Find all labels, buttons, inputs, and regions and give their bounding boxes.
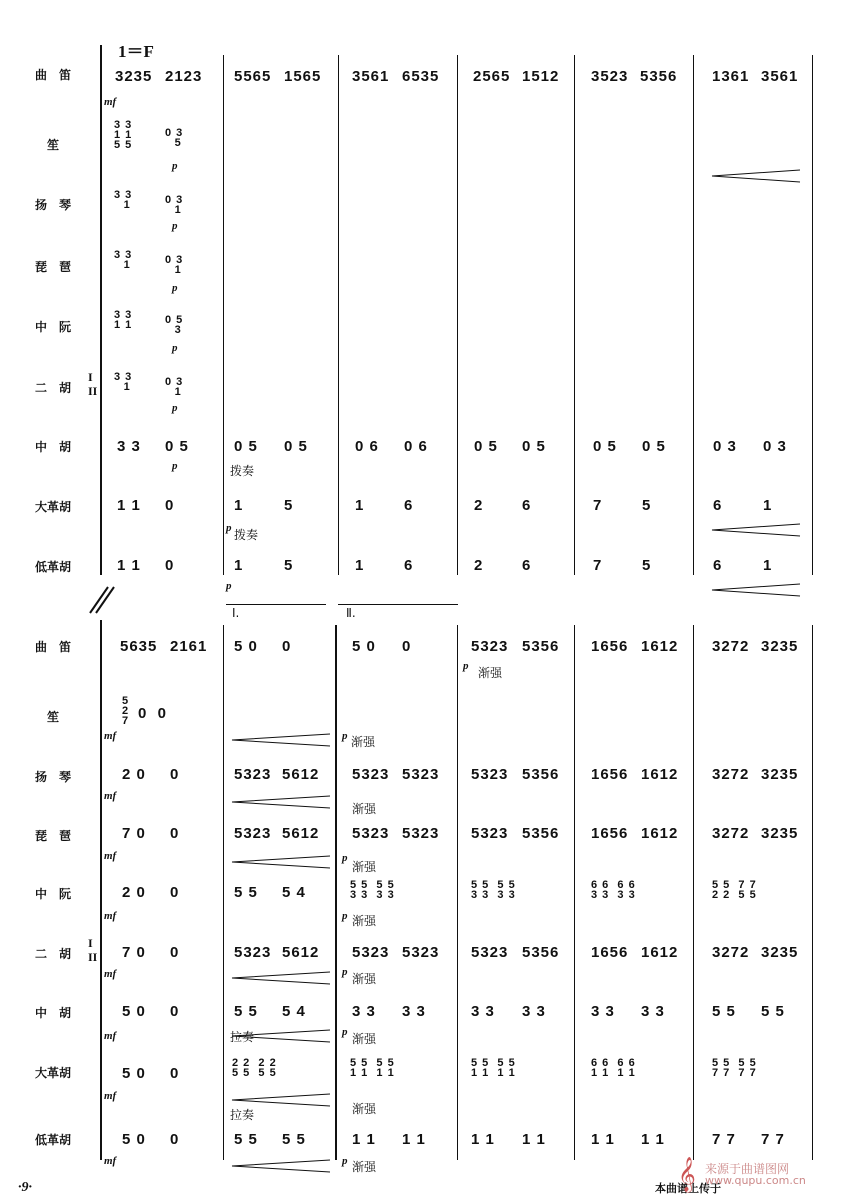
note-group: 3 3 [641, 1003, 665, 1020]
note-group: 1 1 [117, 497, 141, 514]
note-group: 5323 [402, 766, 440, 783]
note-group: 2 [474, 497, 484, 514]
dynamic-mark: mf [104, 96, 117, 108]
note-group: 5 5 [234, 1003, 258, 1020]
note-group: 5 5 [761, 1003, 785, 1020]
part-roman-2: II [88, 384, 98, 398]
note-group: 5323 [402, 944, 440, 961]
note-group: 6 [404, 497, 414, 514]
chord-stack: 5 5 5 5 1 1 1 1 [471, 1057, 516, 1079]
note-group: 1612 [641, 638, 679, 655]
note-group: 7 0 [122, 944, 146, 961]
instrument-label: 琵 琶 [34, 260, 71, 274]
note-group: 5323 [352, 825, 390, 842]
note-group: 0 [170, 884, 180, 901]
dynamic-mark: p [226, 580, 232, 592]
instrument-label: 笙 [46, 710, 59, 724]
note-group: 0 5 [165, 438, 189, 455]
arco-mark: 拉奏 [230, 1108, 255, 1122]
instrument-label: 笙 [46, 138, 59, 152]
note-group: 5 5 [234, 1131, 258, 1148]
arco-mark: 拉奏 [230, 1030, 255, 1044]
note-group: 5 0 [352, 638, 376, 655]
dynamic-mark: p [172, 342, 178, 354]
chord-stack: 5 5 7 7 2 2 5 5 [712, 879, 757, 901]
instrument-label: 大革胡 [34, 500, 71, 514]
note-group: 3 3 [402, 1003, 426, 1020]
instrument-label: 二 胡 [34, 947, 71, 961]
chord-stack: 3 3 1 [114, 371, 133, 393]
note-group: 7 7 [761, 1131, 785, 1148]
chord-stack: 6 6 6 6 3 3 3 3 [591, 879, 636, 901]
instrument-label: 扬 琴 [34, 770, 71, 784]
note-group: 0 5 [593, 438, 617, 455]
note-group: 5 5 [234, 884, 258, 901]
note-group: 0 5 [284, 438, 308, 455]
note-group: 5565 [234, 68, 272, 85]
note-group: 3 3 [522, 1003, 546, 1020]
note-group: 6 [522, 497, 532, 514]
chord-stack: 3 3 1 [114, 249, 133, 271]
note-group: 0 [402, 638, 412, 655]
note-group: 5635 [120, 638, 158, 655]
dynamic-mark: mf [104, 1155, 117, 1167]
note-group: 3235 [761, 944, 799, 961]
note-group: 5323 [471, 766, 509, 783]
note-group: 5356 [640, 68, 678, 85]
note-group: 0 [170, 1065, 180, 1082]
note-group: 1656 [591, 638, 629, 655]
note-group: 7 0 [122, 825, 146, 842]
note-group: 3272 [712, 766, 750, 783]
crescendo-mark: 渐强 [351, 735, 376, 749]
note-group: 0 3 [713, 438, 737, 455]
note-group: 2 [474, 557, 484, 574]
note-group: 1612 [641, 825, 679, 842]
dynamic-mark: p [342, 1155, 348, 1167]
instrument-label: 二 胡 [34, 381, 71, 395]
instrument-label: 大革胡 [34, 1066, 71, 1080]
chord-stack: 5 2 7 [122, 695, 130, 727]
note-group: 1 1 [352, 1131, 376, 1148]
crescendo-mark: 渐强 [352, 914, 377, 928]
note-group: 5612 [282, 766, 320, 783]
note-group: 1 [234, 497, 244, 514]
note-group: 0 0 [138, 705, 168, 722]
crescendo-mark: 渐强 [352, 972, 377, 986]
note-group: 1 1 [471, 1131, 495, 1148]
note-group: 5 0 [122, 1003, 146, 1020]
note-group: 3523 [591, 68, 629, 85]
instrument-label: 中 胡 [34, 440, 71, 454]
note-group: 5323 [402, 825, 440, 842]
chord-stack: 0 3 1 [165, 194, 184, 216]
note-group: 5323 [234, 766, 272, 783]
note-group: 1512 [522, 68, 560, 85]
note-group: 5323 [234, 825, 272, 842]
note-group: 5 [284, 557, 294, 574]
dynamic-mark: mf [104, 1090, 117, 1102]
dynamic-mark: p [342, 966, 348, 978]
dynamic-mark: mf [104, 1030, 117, 1042]
note-group: 1656 [591, 944, 629, 961]
note-group: 0 3 [763, 438, 787, 455]
part-roman-2: II [88, 950, 98, 964]
chord-stack: 2 2 2 2 5 5 5 5 [232, 1057, 277, 1079]
dynamic-mark: p [172, 282, 178, 294]
note-group: 1612 [641, 944, 679, 961]
note-group: 1 1 [641, 1131, 665, 1148]
note-group: 7 7 [712, 1131, 736, 1148]
note-group: 5 [284, 497, 294, 514]
instrument-label: 曲 笛 [34, 640, 71, 654]
note-group: 3235 [761, 638, 799, 655]
note-group: 1 1 [591, 1131, 615, 1148]
note-group: 6 [522, 557, 532, 574]
chord-stack: 5 5 5 5 7 7 7 7 [712, 1057, 757, 1079]
part-roman-1: I [88, 936, 93, 950]
note-group: 0 [170, 825, 180, 842]
note-group: 5323 [234, 944, 272, 961]
note-group: 0 [170, 1131, 180, 1148]
note-group: 5356 [522, 825, 560, 842]
note-group: 5323 [471, 638, 509, 655]
note-group: 0 [170, 1003, 180, 1020]
note-group: 0 [282, 638, 292, 655]
instrument-label: 曲 笛 [34, 68, 71, 82]
note-group: 2 0 [122, 884, 146, 901]
note-group: 3 3 [352, 1003, 376, 1020]
dynamic-mark: p [342, 730, 348, 742]
treble-clef-icon: 𝄞 [678, 1158, 696, 1191]
note-group: 5356 [522, 944, 560, 961]
note-group: 5612 [282, 825, 320, 842]
crescendo-mark: 渐强 [478, 666, 503, 680]
note-group: 2565 [473, 68, 511, 85]
note-group: 0 6 [404, 438, 428, 455]
note-group: 1 [763, 497, 773, 514]
dynamic-mark: mf [104, 968, 117, 980]
note-group: 3272 [712, 638, 750, 655]
note-group: 0 [165, 557, 175, 574]
chord-stack: 5 5 5 5 1 1 1 1 [350, 1057, 395, 1079]
note-group: 1361 [712, 68, 750, 85]
note-group: 5323 [471, 825, 509, 842]
note-group: 5 [642, 557, 652, 574]
dynamic-mark: mf [104, 910, 117, 922]
chord-stack: 0 3 1 [165, 376, 184, 398]
note-group: 5612 [282, 944, 320, 961]
note-group: 0 5 [642, 438, 666, 455]
note-group: 5 4 [282, 1003, 306, 1020]
watermark-line-1: 来源于曲谱图网 [705, 1162, 790, 1176]
chord-stack: 5 5 5 5 3 3 3 3 [350, 879, 395, 901]
dynamic-mark: p [172, 160, 178, 172]
dynamic-mark: p [226, 522, 232, 534]
crescendo-mark: 渐强 [352, 802, 377, 816]
note-group: 5323 [352, 766, 390, 783]
note-group: 1 [355, 497, 365, 514]
part-roman-1: I [88, 370, 93, 384]
dynamic-mark: p [342, 910, 348, 922]
footer-text: 本曲谱上传于 [655, 1182, 721, 1195]
instrument-label: 低革胡 [34, 1133, 71, 1147]
volta-1-label: Ⅰ. [232, 606, 240, 620]
chord-stack: 3 3 1 1 5 5 [114, 119, 133, 151]
note-group: 1 1 [402, 1131, 426, 1148]
dynamic-mark: p [172, 402, 178, 414]
crescendo-mark: 渐强 [352, 1160, 377, 1174]
chord-stack: 0 5 3 [165, 314, 184, 336]
dynamic-mark: p [342, 852, 348, 864]
note-group: 5323 [471, 944, 509, 961]
key-signature: 1＝F [118, 42, 154, 61]
note-group: 5356 [522, 638, 560, 655]
pizzicato-mark: 拨奏 [230, 464, 255, 478]
page-number: ·9· [18, 1180, 32, 1195]
note-group: 3235 [761, 766, 799, 783]
note-group: 5 5 [712, 1003, 736, 1020]
note-group: 2123 [165, 68, 203, 85]
pizzicato-mark: 拨奏 [234, 528, 259, 542]
note-group: 1 1 [117, 557, 141, 574]
note-group: 1 [234, 557, 244, 574]
note-group: 6 [713, 497, 723, 514]
dynamic-mark: p [172, 460, 178, 472]
note-group: 2 0 [122, 766, 146, 783]
note-group: 5 5 [282, 1131, 306, 1148]
note-group: 0 [170, 766, 180, 783]
chord-stack: 0 3 1 [165, 254, 184, 276]
note-group: 6 [713, 557, 723, 574]
note-group: 3272 [712, 944, 750, 961]
note-group: 1656 [591, 766, 629, 783]
chord-stack: 0 3 5 [165, 127, 184, 149]
note-group: 3272 [712, 825, 750, 842]
note-group: 1 [763, 557, 773, 574]
note-group: 3 3 [471, 1003, 495, 1020]
note-group: 3 3 [591, 1003, 615, 1020]
chord-stack: 5 5 5 5 3 3 3 3 [471, 879, 516, 901]
note-group: 0 5 [474, 438, 498, 455]
dynamic-mark: p [463, 660, 469, 672]
note-group: 1 [355, 557, 365, 574]
note-group: 3561 [352, 68, 390, 85]
dynamic-mark: mf [104, 850, 117, 862]
note-group: 5 0 [234, 638, 258, 655]
note-group: 5356 [522, 766, 560, 783]
note-group: 0 5 [522, 438, 546, 455]
note-group: 3235 [761, 825, 799, 842]
note-group: 7 [593, 557, 603, 574]
note-group: 3 3 [117, 438, 141, 455]
note-group: 3235 [115, 68, 153, 85]
instrument-label: 低革胡 [34, 560, 71, 574]
watermark-line-2: www.qupu.com.cn [705, 1174, 806, 1187]
note-group: 5 [642, 497, 652, 514]
note-group: 7 [593, 497, 603, 514]
note-group: 0 6 [355, 438, 379, 455]
volta-2-label: Ⅱ. [346, 606, 356, 620]
note-group: 5323 [352, 944, 390, 961]
chord-stack: 3 3 1 [114, 189, 133, 211]
crescendo-mark: 渐强 [352, 1102, 377, 1116]
note-group: 0 5 [234, 438, 258, 455]
note-group: 2161 [170, 638, 208, 655]
instrument-label: 扬 琴 [34, 198, 71, 212]
note-group: 1612 [641, 766, 679, 783]
instrument-label: 中 阮 [34, 320, 71, 334]
instrument-label: 中 阮 [34, 887, 71, 901]
note-group: 0 [170, 944, 180, 961]
dynamic-mark: p [342, 1026, 348, 1038]
chord-stack: 3 3 1 1 [114, 309, 133, 331]
note-group: 1565 [284, 68, 322, 85]
instrument-label: 琵 琶 [34, 829, 71, 843]
note-group: 3561 [761, 68, 799, 85]
note-group: 6 [404, 557, 414, 574]
note-group: 6535 [402, 68, 440, 85]
dynamic-mark: mf [104, 790, 117, 802]
note-group: 0 [165, 497, 175, 514]
note-group: 5 0 [122, 1131, 146, 1148]
instrument-label: 中 胡 [34, 1006, 71, 1020]
dynamic-mark: mf [104, 730, 117, 742]
chord-stack: 6 6 6 6 1 1 1 1 [591, 1057, 636, 1079]
note-group: 1 1 [522, 1131, 546, 1148]
note-group: 1656 [591, 825, 629, 842]
crescendo-mark: 渐强 [352, 860, 377, 874]
dynamic-mark: p [172, 220, 178, 232]
note-group: 5 0 [122, 1065, 146, 1082]
crescendo-mark: 渐强 [352, 1032, 377, 1046]
note-group: 5 4 [282, 884, 306, 901]
